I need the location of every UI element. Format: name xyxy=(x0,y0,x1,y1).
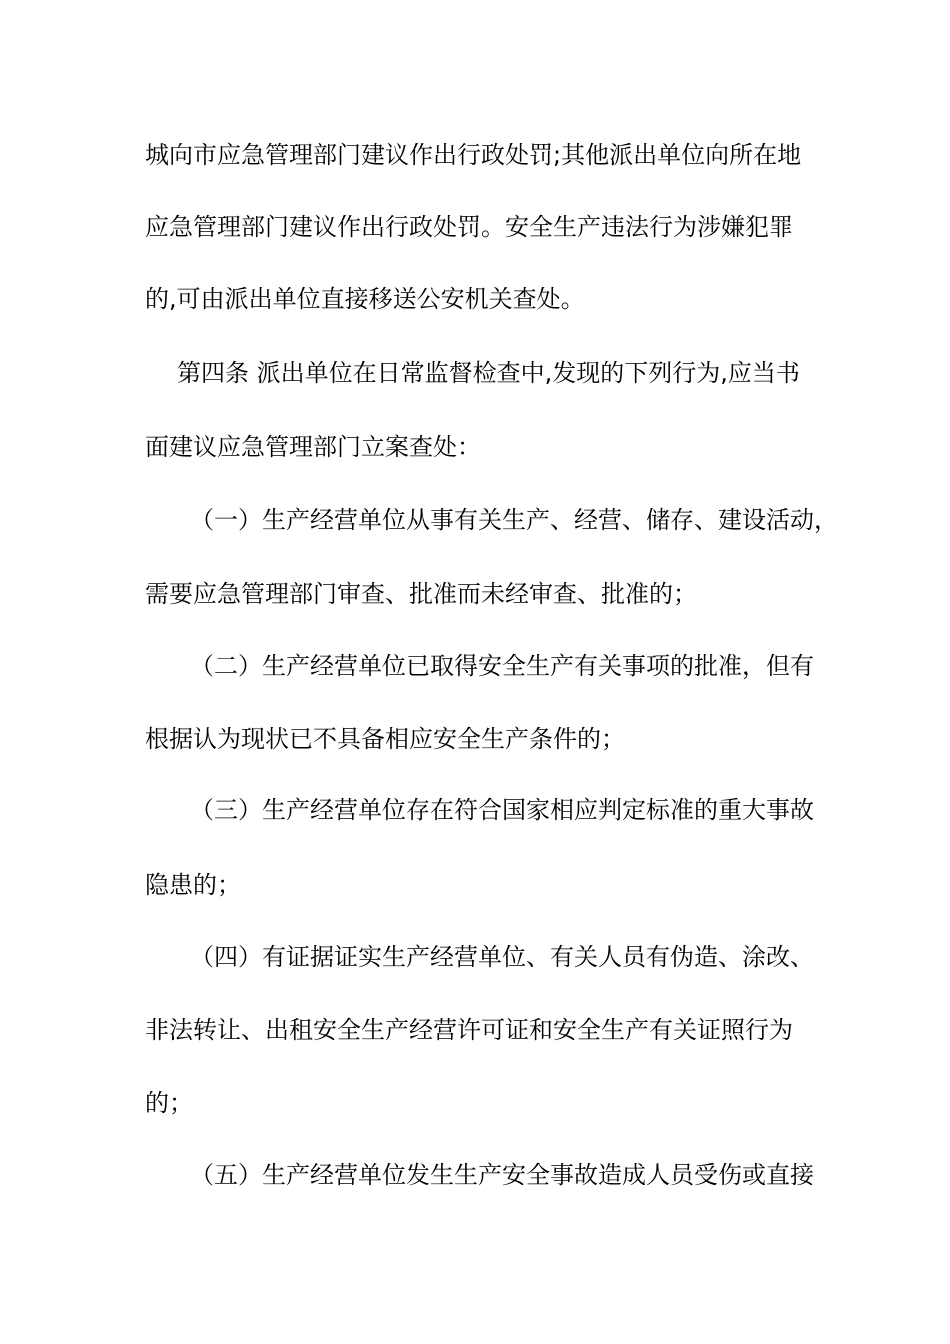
item-2-line: （二）生产经营单位已取得安全生产有关事项的批准，但有 xyxy=(190,652,814,680)
article-4-heading-line: 第四条 派出单位在日常监督检查中,发现的下列行为,应当书 xyxy=(177,359,800,387)
item-5-line: （五）生产经营单位发生生产安全事故造成人员受伤或直接 xyxy=(190,1161,814,1189)
item-1-line: （一）生产经营单位从事有关生产、经营、储存、建设活动， xyxy=(190,506,838,534)
text-line-1: 城向市应急管理部门建议作出行政处罚;其他派出单位向所在地 xyxy=(145,141,802,169)
text-line-2: 应急管理部门建议作出行政处罚。安全生产违法行为涉嫌犯罪 xyxy=(145,213,793,241)
text-line-5: 面建议应急管理部门立案查处： xyxy=(145,433,481,461)
text-line-11: 隐患的； xyxy=(145,871,241,899)
text-line-3: 的,可由派出单位直接移送公安机关查处。 xyxy=(145,285,585,313)
text-line-14: 的； xyxy=(145,1089,193,1117)
text-line-7: 需要应急管理部门审查、批准而未经审查、批准的； xyxy=(145,580,697,608)
text-line-13: 非法转让、出租安全生产经营许可证和安全生产有关证照行为 xyxy=(145,1016,793,1044)
item-4-line: （四）有证据证实生产经营单位、有关人员有伪造、涂改、 xyxy=(190,943,814,971)
text-line-9: 根据认为现状已不具备相应安全生产条件的； xyxy=(145,725,625,753)
item-3-line: （三）生产经营单位存在符合国家相应判定标准的重大事故 xyxy=(190,796,814,824)
